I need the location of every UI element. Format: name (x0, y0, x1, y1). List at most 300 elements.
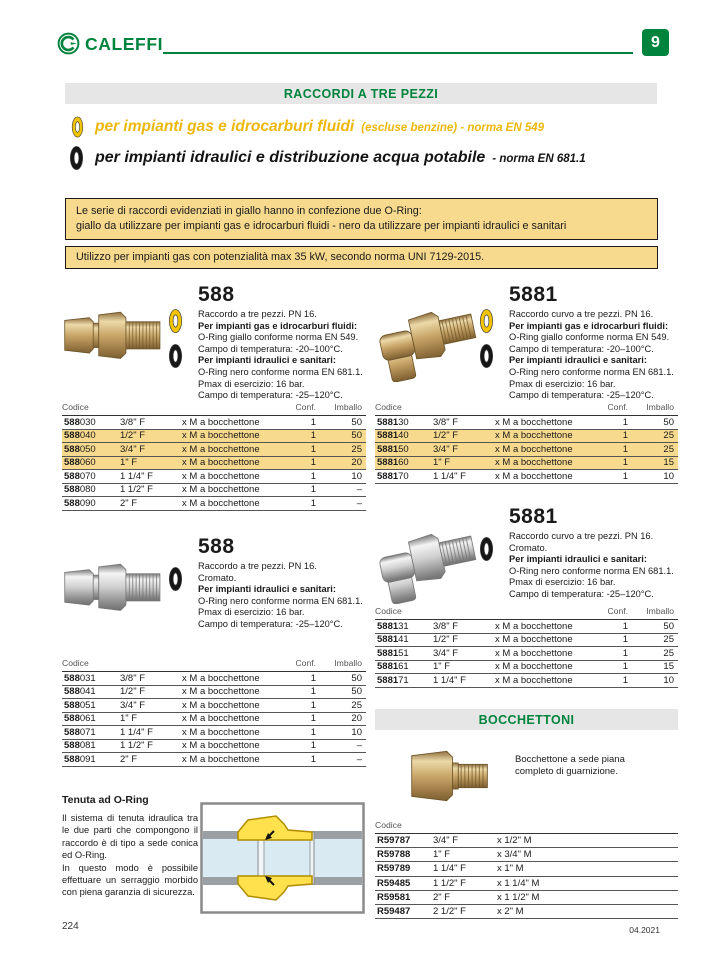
cell-code (375, 892, 433, 903)
cell-size-f: 2" F (433, 891, 451, 903)
product-description (509, 531, 678, 601)
cell-connection: x M a bocchettone (495, 416, 573, 428)
cell-size: 3/8" F (433, 620, 459, 632)
cell-connection: x M a bocchettone (495, 674, 573, 686)
cell-size: 1" F (433, 661, 451, 673)
code-prefix: 5881 (377, 647, 399, 659)
col-imballo: Imballo (334, 402, 362, 412)
cell-connection: x M a bocchettone (182, 726, 260, 738)
cell-size: 1 1/4" F (433, 674, 466, 686)
cell-code (62, 484, 120, 495)
cell-size-f: 1 1/4" F (433, 863, 466, 875)
code: R59485 (377, 877, 411, 889)
cell-code (62, 686, 120, 697)
cell-imballo: 10 (663, 470, 674, 482)
cell-connection: x M a bocchettone (182, 416, 260, 428)
product-desc-line: O-Ring giallo conforme norma EN 549. (198, 332, 359, 343)
table-row (375, 862, 678, 876)
code-suffix: 071 (79, 726, 96, 738)
oring-stack (479, 506, 501, 609)
cell-size-f: 1 1/2" F (433, 877, 466, 889)
cell-code (375, 906, 433, 917)
cell-code (62, 673, 120, 684)
col-codice: Codice (375, 820, 402, 830)
cell-code (375, 621, 433, 632)
cell-connection: x M a bocchettone (182, 699, 260, 711)
cell-conf: 1 (622, 647, 628, 659)
oring-black-icon (69, 144, 84, 172)
product-section-588-cromato (62, 536, 367, 633)
table-body (375, 619, 678, 688)
cell-size-f: 1" F (433, 849, 451, 861)
cell-imballo: 10 (351, 726, 362, 738)
oring-yellow-icon (479, 306, 501, 336)
cell-imballo: 50 (351, 416, 362, 428)
subtitle-water-detail: - norma EN 681.1 (492, 153, 586, 165)
table-header (62, 398, 366, 415)
cell-size: 1 1/4" F (120, 726, 153, 738)
subtitle-water (69, 144, 586, 172)
note-line: Utilizzo per impianti gas con potenzialità max 35 kW, secondo norma UNI 7129-2015. (76, 251, 485, 264)
edition-date: 04.2021 (629, 925, 660, 935)
code: R59789 (377, 863, 411, 875)
cell-size-f: 3/4" F (433, 835, 459, 847)
cell-conf: 1 (622, 416, 628, 428)
cell-code (375, 430, 433, 441)
product-description (509, 309, 678, 402)
product-desc-line: O-Ring nero conforme norma EN 681.1. (509, 565, 674, 576)
cell-size-m: x 1" M (497, 863, 524, 875)
cell-conf: 1 (622, 661, 628, 673)
table-body (375, 415, 678, 484)
table-row (62, 497, 366, 511)
product-desc-line: Per impianti idraulici e sanitari: (509, 554, 647, 565)
table-row (375, 620, 678, 634)
cell-imballo: 25 (351, 699, 362, 711)
code-suffix: 031 (79, 672, 96, 684)
product-desc-line: Pmax di esercizio: 16 bar. (198, 378, 305, 389)
cell-size: 3/4" F (433, 443, 459, 455)
cell-code (62, 713, 120, 724)
cell-conf: 1 (622, 457, 628, 469)
code-suffix: 51 (398, 647, 409, 659)
cell-connection: x M a bocchettone (182, 430, 260, 442)
cell-conf: 1 (310, 457, 316, 469)
subtitle-gas-detail: (escluse benzine) - norma EN 549 (361, 122, 545, 134)
table-row (375, 905, 678, 919)
product-image-5881-elbow-brass (373, 284, 479, 402)
cell-imballo: 15 (663, 661, 674, 673)
cell-conf: 1 (310, 686, 316, 698)
code-prefix: 588 (64, 713, 80, 725)
tenuta-paragraph: Il sistema di tenuta idraulica tra le due parti che compongono il raccordo è di tipo a sede conica ed O-Ring. (62, 813, 198, 861)
cell-connection: x M a bocchettone (495, 634, 573, 646)
cell-size: 1 1/4" F (120, 470, 153, 482)
table-row (62, 443, 366, 457)
cell-conf: 1 (310, 470, 316, 482)
code-prefix: 588 (64, 484, 80, 496)
code-suffix: 090 (79, 497, 96, 509)
bocchettoni-desc-line: Bocchettone a sede piana (515, 754, 625, 765)
oring-stack (168, 284, 190, 402)
table-row (375, 416, 678, 430)
code-prefix: 5881 (377, 430, 399, 442)
product-desc-line: Cromato. (198, 572, 237, 583)
col-codice: Codice (62, 658, 89, 668)
cell-connection: x M a bocchettone (182, 443, 260, 455)
note-gas-box (65, 246, 658, 269)
table-588 (62, 398, 366, 511)
cell-connection: x M a bocchettone (182, 672, 260, 684)
cell-imballo: 50 (351, 672, 362, 684)
cell-code (62, 417, 120, 428)
table-body (62, 415, 366, 511)
oring-stack (479, 284, 501, 402)
cell-code (375, 648, 433, 659)
code-suffix: 70 (398, 470, 409, 482)
oring-black-icon (168, 341, 190, 371)
table-header (375, 602, 678, 619)
code-suffix: 60 (398, 457, 409, 469)
cell-conf: 1 (310, 726, 316, 738)
cell-size: 1 1/2" F (120, 484, 153, 496)
table-row (62, 430, 366, 444)
page-number: 224 (62, 921, 79, 932)
col-imballo: Imballo (646, 402, 674, 412)
cell-code (375, 835, 433, 846)
cell-imballo: 20 (351, 713, 362, 725)
chapter-badge: 9 (642, 29, 669, 56)
cell-size-m: x 1 1/4" M (497, 877, 540, 889)
cell-size: 3/4" F (120, 443, 146, 455)
code-suffix: 050 (79, 443, 96, 455)
cell-conf: 1 (622, 430, 628, 442)
product-desc-line: Pmax di esercizio: 16 bar. (509, 577, 616, 588)
code: R59487 (377, 906, 411, 918)
cell-connection: x M a bocchettone (495, 620, 573, 632)
table-row (62, 753, 366, 767)
product-desc-line: Campo di temperatura: -25–120°C. (509, 588, 654, 599)
product-image-bocchettone (407, 744, 503, 813)
col-codice: Codice (62, 402, 89, 412)
table-row (375, 661, 678, 675)
cell-size: 3/4" F (433, 647, 459, 659)
col-imballo: Imballo (334, 658, 362, 668)
header-rule (163, 52, 633, 54)
cell-imballo: 25 (663, 443, 674, 455)
subtitle-water-main: per impianti idraulici e distribuzione acqua potabile (95, 149, 486, 166)
oring-black-icon (479, 341, 501, 371)
table-row (375, 634, 678, 648)
cell-conf: 1 (622, 443, 628, 455)
col-conf: Conf. (607, 402, 628, 412)
cell-size: 1" F (433, 457, 451, 469)
cell-code (62, 727, 120, 738)
code-prefix: 588 (64, 740, 80, 752)
code-suffix: 40 (398, 430, 409, 442)
product-image-5881-elbow-chrome (373, 506, 479, 609)
cell-code (62, 430, 120, 441)
cell-code (62, 471, 120, 482)
code-prefix: 588 (64, 497, 80, 509)
table-row (375, 457, 678, 471)
product-desc-line: Cromato. (509, 542, 548, 553)
code-prefix: 588 (64, 470, 80, 482)
cell-imballo: – (356, 753, 362, 765)
cell-code (62, 754, 120, 765)
cell-connection: x M a bocchettone (495, 430, 573, 442)
cell-conf: 1 (310, 740, 316, 752)
product-desc-line: Per impianti gas e idrocarburi fluidi: (198, 320, 358, 331)
cell-connection: x M a bocchettone (495, 647, 573, 659)
cell-conf: 1 (622, 620, 628, 632)
cell-size: 1/2" F (120, 686, 146, 698)
tenuta-diagram (200, 802, 365, 919)
cell-imballo: 25 (663, 634, 674, 646)
cell-size: 2" F (120, 497, 138, 509)
oring-black-icon (479, 534, 501, 564)
cell-connection: x M a bocchettone (182, 740, 260, 752)
col-codice: Codice (375, 606, 402, 616)
table-bocchettoni (375, 816, 678, 919)
cell-imballo: 50 (351, 430, 362, 442)
cell-imballo: – (356, 740, 362, 752)
product-desc-line: O-Ring giallo conforme norma EN 549. (509, 332, 670, 343)
cell-size: 1 1/2" F (120, 740, 153, 752)
code-suffix: 070 (79, 470, 96, 482)
code-suffix: 080 (79, 484, 96, 496)
cell-code (62, 740, 120, 751)
code-prefix: 588 (64, 699, 80, 711)
cell-imballo: 10 (351, 470, 362, 482)
cell-imballo: 10 (663, 674, 674, 686)
cell-code (375, 471, 433, 482)
cell-connection: x M a bocchettone (182, 457, 260, 469)
product-desc-line: Raccordo a tre pezzi. PN 16. (198, 309, 317, 319)
product-description (198, 309, 367, 402)
product-description (198, 561, 367, 631)
code-suffix: 091 (79, 753, 96, 765)
bocchettoni-desc-line: completo di guarnizione. (515, 766, 618, 777)
cell-connection: x M a bocchettone (182, 484, 260, 496)
cell-size: 1/2" F (120, 430, 146, 442)
product-desc-line: Raccordo a tre pezzi. PN 16. (198, 561, 317, 571)
cell-connection: x M a bocchettone (182, 753, 260, 765)
subtitle-gas-main: per impianti gas e idrocarburi fluidi (95, 118, 355, 135)
table-row (62, 726, 366, 740)
cell-imballo: – (356, 484, 362, 496)
product-desc-line: Raccordo curvo a tre pezzi. PN 16. (509, 531, 654, 541)
cell-code (375, 457, 433, 468)
product-desc-line: Per impianti idraulici e sanitari: (509, 355, 647, 366)
table-header (375, 398, 678, 415)
code-suffix: 41 (398, 634, 409, 646)
product-desc-line: Per impianti idraulici e sanitari: (198, 355, 336, 366)
col-imballo: Imballo (646, 606, 674, 616)
bocchettoni-title: BOCCHETTONI (478, 712, 575, 727)
table-row (62, 713, 366, 727)
code-prefix: 588 (64, 457, 80, 469)
cell-size: 3/8" F (120, 416, 146, 428)
tenuta-paragraph: In questo modo è possibile effettuare un serraggio morbido con piena garanzia di sicurezza. (62, 862, 198, 898)
code-suffix: 50 (398, 443, 409, 455)
product-image-588-union-chrome (62, 536, 168, 633)
cell-conf: 1 (310, 713, 316, 725)
cell-size: 3/8" F (120, 672, 146, 684)
table-row (62, 457, 366, 471)
table-body (62, 671, 366, 767)
product-desc-line: O-Ring nero conforme norma EN 681.1. (198, 595, 363, 606)
product-desc-line: Per impianti idraulici e sanitari: (198, 584, 336, 595)
section-title: RACCORDI A TRE PEZZI (283, 86, 439, 101)
cell-conf: 1 (310, 430, 316, 442)
product-desc-line: O-Ring nero conforme norma EN 681.1. (198, 366, 363, 377)
cell-connection: x M a bocchettone (182, 713, 260, 725)
cell-code (375, 417, 433, 428)
table-row (375, 443, 678, 457)
cell-size-m: x 2" M (497, 906, 524, 918)
cell-imballo: – (356, 497, 362, 509)
code-suffix: 030 (79, 416, 96, 428)
table-row (375, 430, 678, 444)
bocchettoni-section (375, 744, 678, 813)
cell-size-m: x 1 1/2" M (497, 891, 540, 903)
product-code: 588 (198, 535, 235, 558)
cell-conf: 1 (622, 674, 628, 686)
caleffi-logo-icon (57, 32, 80, 55)
code-suffix: 040 (79, 430, 96, 442)
table-row (62, 416, 366, 430)
cell-imballo: 20 (351, 457, 362, 469)
table-row (375, 891, 678, 905)
table-row (62, 740, 366, 754)
cell-connection: x M a bocchettone (182, 470, 260, 482)
product-section-5881-cromato (373, 506, 678, 609)
cell-size: 1 1/4" F (433, 470, 466, 482)
cell-imballo: 25 (663, 647, 674, 659)
cell-conf: 1 (622, 470, 628, 482)
oring-stack (168, 536, 190, 633)
cell-code (375, 878, 433, 889)
table-row (375, 834, 678, 848)
col-conf: Conf. (295, 402, 316, 412)
col-conf: Conf. (607, 606, 628, 616)
product-code: 5881 (509, 505, 558, 528)
code-prefix: 5881 (377, 457, 399, 469)
product-desc-line: Campo di temperatura: -20–100°C. (198, 343, 343, 354)
table-body (375, 833, 678, 919)
product-section-588 (62, 284, 367, 402)
code: R59787 (377, 835, 411, 847)
cell-code (62, 498, 120, 509)
cell-conf: 1 (310, 416, 316, 428)
cell-size: 1" F (120, 713, 138, 725)
col-conf: Conf. (295, 658, 316, 668)
cell-conf: 1 (310, 443, 316, 455)
brand-name: CALEFFI (85, 34, 164, 54)
cell-code (375, 634, 433, 645)
cell-connection: x M a bocchettone (182, 686, 260, 698)
cell-imballo: 25 (351, 443, 362, 455)
oring-black-icon (168, 564, 190, 594)
cell-conf: 1 (622, 634, 628, 646)
cell-connection: x M a bocchettone (182, 497, 260, 509)
table-row (62, 484, 366, 498)
subtitle-gas (71, 115, 544, 139)
cell-code (375, 444, 433, 455)
cell-connection: x M a bocchettone (495, 661, 573, 673)
cell-conf: 1 (310, 672, 316, 684)
cell-conf: 1 (310, 699, 316, 711)
table-row (62, 672, 366, 686)
cell-conf: 1 (310, 753, 316, 765)
oring-yellow-icon (168, 306, 190, 336)
code-suffix: 71 (398, 674, 409, 686)
cell-connection: x M a bocchettone (495, 470, 573, 482)
code-prefix: 5881 (377, 620, 399, 632)
cell-size: 3/8" F (433, 416, 459, 428)
table-row (375, 470, 678, 484)
code-prefix: 5881 (377, 674, 399, 686)
cell-code (375, 675, 433, 686)
cell-code (375, 661, 433, 672)
section-title-bar (65, 83, 657, 104)
cell-size: 1" F (120, 457, 138, 469)
code-suffix: 041 (79, 686, 96, 698)
code-prefix: 5881 (377, 470, 399, 482)
product-desc-line: O-Ring nero conforme norma EN 681.1. (509, 366, 674, 377)
product-desc-line: Raccordo curvo a tre pezzi. PN 16. (509, 309, 654, 319)
table-row (375, 877, 678, 891)
table-5881-cromato (375, 602, 678, 688)
cell-imballo: 15 (663, 457, 674, 469)
note-line: giallo da utilizzare per impianti gas e idrocarburi fluidi - nero da utilizzare per impianti idraulici e sanitari (76, 220, 567, 232)
product-desc-line: Per impianti gas e idrocarburi fluidi: (509, 320, 669, 331)
code-prefix: 588 (64, 430, 80, 442)
cell-size-m: x 3/4" M (497, 849, 532, 861)
code-prefix: 5881 (377, 661, 399, 673)
table-row (375, 647, 678, 661)
cell-conf: 1 (310, 484, 316, 496)
product-desc-line: Campo di temperatura: -25–120°C. (198, 618, 343, 629)
code: R59788 (377, 849, 411, 861)
bocchettoni-title-bar (375, 709, 678, 730)
table-row (62, 699, 366, 713)
code-suffix: 060 (79, 457, 96, 469)
cell-size-m: x 1/2" M (497, 835, 532, 847)
code-prefix: 588 (64, 672, 80, 684)
cell-imballo: 25 (663, 430, 674, 442)
cell-code (62, 457, 120, 468)
code-suffix: 61 (398, 661, 409, 673)
bocchettoni-description (503, 744, 625, 813)
note-line: Le serie di raccordi evidenziati in giallo hanno in confezione due O-Ring: (76, 205, 422, 218)
tenuta-title: Tenuta ad O-Ring (62, 794, 149, 806)
code-prefix: 588 (64, 686, 80, 698)
product-section-5881 (373, 284, 678, 402)
product-image-588-union-brass (62, 284, 168, 402)
table-header (375, 816, 678, 833)
code-suffix: 061 (79, 713, 96, 725)
cell-connection: x M a bocchettone (495, 457, 573, 469)
cell-connection: x M a bocchettone (495, 443, 573, 455)
product-code: 5881 (509, 283, 558, 306)
col-codice: Codice (375, 402, 402, 412)
code-suffix: 31 (398, 620, 409, 632)
code-prefix: 588 (64, 443, 80, 455)
table-5881 (375, 398, 678, 484)
code-suffix: 30 (398, 416, 409, 428)
